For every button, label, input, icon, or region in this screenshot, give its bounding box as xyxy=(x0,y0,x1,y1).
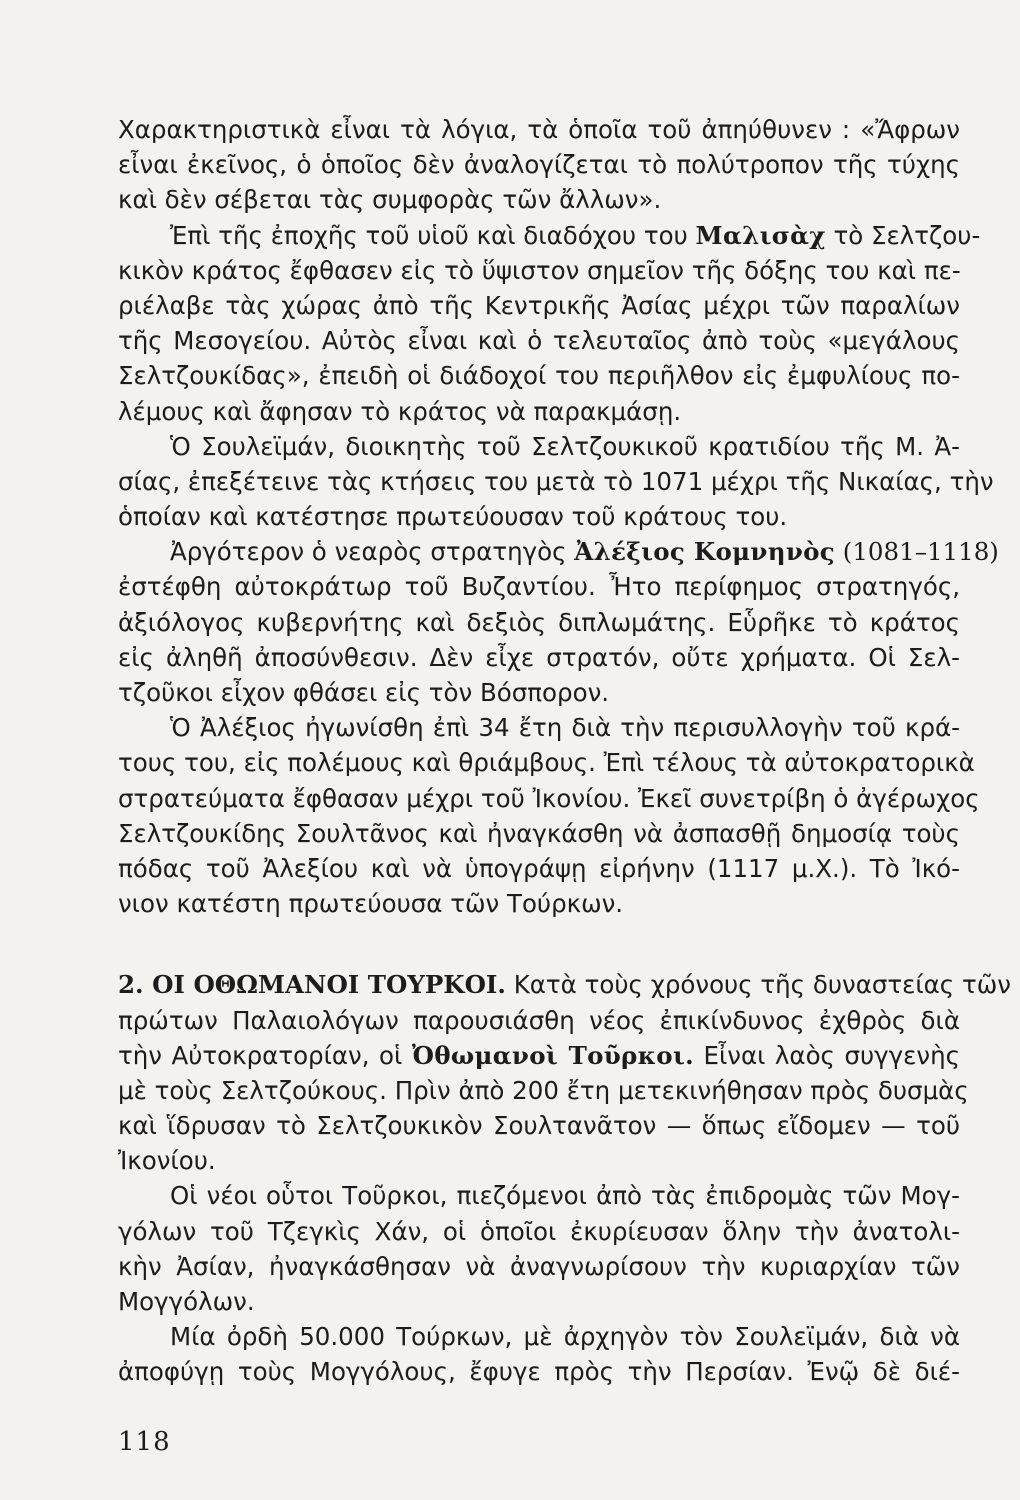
text-line: καὶ ἵδρυσαν τὸ Σελτζουκικὸν Σουλτανᾶτον — ὅπως εἴδομεν — τοῦ xyxy=(118,1111,960,1141)
paragraph-suleiman xyxy=(118,429,994,535)
text-line: τζοῦκοι εἶχον φθάσει εἰς τὸν Βόσπορον. xyxy=(118,678,610,707)
section-heading: 2. ΟΙ ΟΘΩΜΑΝΟΙ ΤΟΥΡΚΟΙ. xyxy=(118,970,506,1000)
text-line: ἀποφύγῃ τοὺς Μογγόλους, ἔφυγε πρὸς τὴν Περσίαν. Ἐνῷ δὲ διέ- xyxy=(118,1357,960,1387)
text-line: στρατεύματα ἔφθασαν μέχρι τοῦ Ἰκονίου. Ἐκεῖ συνετρίβη ὁ ἀγέρωχος xyxy=(118,783,980,813)
bold-name-malik-shah: Μαλισὰχ xyxy=(695,220,826,250)
paragraph-alexios-wars xyxy=(118,710,980,921)
text-line: μὲ τοὺς Σελτζούκους. Πρὶν ἀπὸ 200 ἔτη μετεκινήθησαν πρὸς δυσμὰς xyxy=(118,1075,969,1105)
paragraph-malik-shah xyxy=(118,218,981,429)
text-line: ἐστέφθη αὐτοκράτωρ τοῦ Βυζαντίου. Ἦτο περίφημος στρατηγός, xyxy=(118,572,960,602)
text-line: Ὁ Σουλεϊμάν, διοικητὴς τοῦ Σελτζουκικοῦ κρατιδίου τῆς Μ. Ἀ- xyxy=(170,431,960,461)
paragraph-alexios xyxy=(118,534,999,710)
text-line: Χαρακτηριστικὰ εἶναι τὰ λόγια, τὰ ὁποῖα τοῦ ἀπηύθυνεν : «Ἄφρων xyxy=(118,115,960,144)
body-text xyxy=(118,112,1011,1390)
bold-name-ottomans: Ὀθωμανοὶ Τοῦρκοι. xyxy=(411,1040,694,1070)
text-line: Οἱ νέοι οὗτοι Τοῦρκοι, πιεζόμενοι ἀπὸ τὰς ἐπιδρομὰς τῶν Μογ- xyxy=(170,1181,960,1211)
text-line: εἰς ἀληθῆ ἀποσύνθεσιν. Δὲν εἶχε στρατόν, οὔτε χρήματα. Οἱ Σελ- xyxy=(118,642,960,672)
text-line: Ὁ Ἀλέξιος ἠγωνίσθη ἐπὶ 34 ἔτη διὰ τὴν περισυλλογὴν τοῦ κρά- xyxy=(170,713,960,743)
text-line: νιον κατέστη πρωτεύουσα τῶν Τούρκων. xyxy=(118,889,624,919)
text-line: πρώτων Παλαιολόγων παρουσιάσθη νέος ἐπικίνδυνος ἐχθρὸς διὰ xyxy=(118,1005,960,1035)
text-line: 2. ΟΙ ΟΘΩΜΑΝΟΙ ΤΟΥΡΚΟΙ. Κατὰ τοὺς χρόνους τῆς δυναστείας τῶν xyxy=(118,970,1011,1000)
paragraph-quote xyxy=(118,112,960,218)
text-line: Μογγόλων. xyxy=(118,1287,255,1316)
text-line: πόδας τοῦ Ἀλεξίου καὶ νὰ ὑπογράψῃ εἰρήνην (1117 μ.Χ.). Τὸ Ἰκό- xyxy=(118,853,960,883)
paragraph-mongols xyxy=(118,1178,960,1319)
section-ottoman-turks xyxy=(118,967,1011,1178)
section-spacer xyxy=(118,921,960,967)
text-line: ἀξιόλογος κυβερνήτης καὶ δεξιὸς διπλωμάτης. Εὗρῆκε τὸ κράτος xyxy=(118,607,960,637)
text-line: Ἀργότερον ὁ νεαρὸς στρατηγὸς Ἀλέξιος Κομνηνὸς (1081–1118) xyxy=(170,537,999,567)
text-line: Ἰκονίου. xyxy=(118,1146,216,1176)
text-line: κὴν Ἀσίαν, ἠναγκάσθησαν νὰ ἀναγνωρίσουν τὴν κυριαρχίαν τῶν xyxy=(118,1251,960,1281)
text-line: Σελτζουκίδης Σουλτᾶνος καὶ ἠναγκάσθη νὰ ἀσπασθῇ δημοσίᾳ τοὺς xyxy=(118,818,960,848)
text-line: τῆς Μεσογείου. Αὐτὸς εἶναι καὶ ὁ τελευταῖος ἀπὸ τοὺς «μεγάλους xyxy=(118,326,960,356)
page-number: 118 xyxy=(118,1427,171,1457)
text-line: τους του, εἰς πολέμους καὶ θριάμβους. Ἐπὶ τέλους τὰ αὐτοκρατορικὰ xyxy=(118,748,975,778)
text-line: γόλων τοῦ Τζεγκὶς Χάν, οἱ ὁποῖοι ἐκυρίευσαν ὅλην τὴν ἀνατολι- xyxy=(118,1216,960,1246)
text-line: λέμους καὶ ἄφησαν τὸ κράτος νὰ παρακμάσῃ. xyxy=(118,396,682,426)
text-line: τὴν Αὐτοκρατορίαν, οἱ Ὀθωμανοὶ Τοῦρκοι. Εἶναι λαὸς συγγενὴς xyxy=(118,1040,961,1070)
bold-name-alexios: Ἀλέξιος Κομνηνὸς xyxy=(574,537,835,567)
text-line: Ἐπὶ τῆς ἐποχῆς τοῦ υἱοῦ καὶ διαδόχου του Μαλισὰχ τὸ Σελτζου- xyxy=(170,220,981,250)
paragraph-horde xyxy=(118,1319,960,1389)
text-line: σίας, ἐπεξέτεινε τὰς κτήσεις του μετὰ τὸ 1071 μέχρι τῆς Νικαίας, τὴν xyxy=(118,466,994,496)
text-line: Μία ὀρδὴ 50.000 Τούρκων, μὲ ἀρχηγὸν τὸν Σουλεϊμάν, διὰ νὰ xyxy=(170,1322,960,1352)
text-line: εἶναι ἐκεῖνος, ὁ ὁποῖος δὲν ἀναλογίζεται τὸ πολύτροπον τῆς τύχης xyxy=(118,150,960,180)
text-line: ριέλαβε τὰς χώρας ἀπὸ τῆς Κεντρικῆς Ἀσίας μέχρι τῶν παραλίων xyxy=(118,290,960,320)
text-line: κικὸν κράτος ἔφθασεν εἰς τὸ ὕψιστον σημεῖον τῆς δόξης του καὶ πε- xyxy=(118,255,961,285)
text-line: καὶ δὲν σέβεται τὰς συμφορὰς τῶν ἄλλων». xyxy=(118,185,662,215)
text-line: Σελτζουκίδας», ἐπειδὴ οἱ διάδοχοί του περιῆλθον εἰς ἐμφυλίους πο- xyxy=(118,361,960,391)
text-line: ὁποίαν καὶ κατέστησε πρωτεύουσαν τοῦ κράτους του. xyxy=(118,502,788,532)
